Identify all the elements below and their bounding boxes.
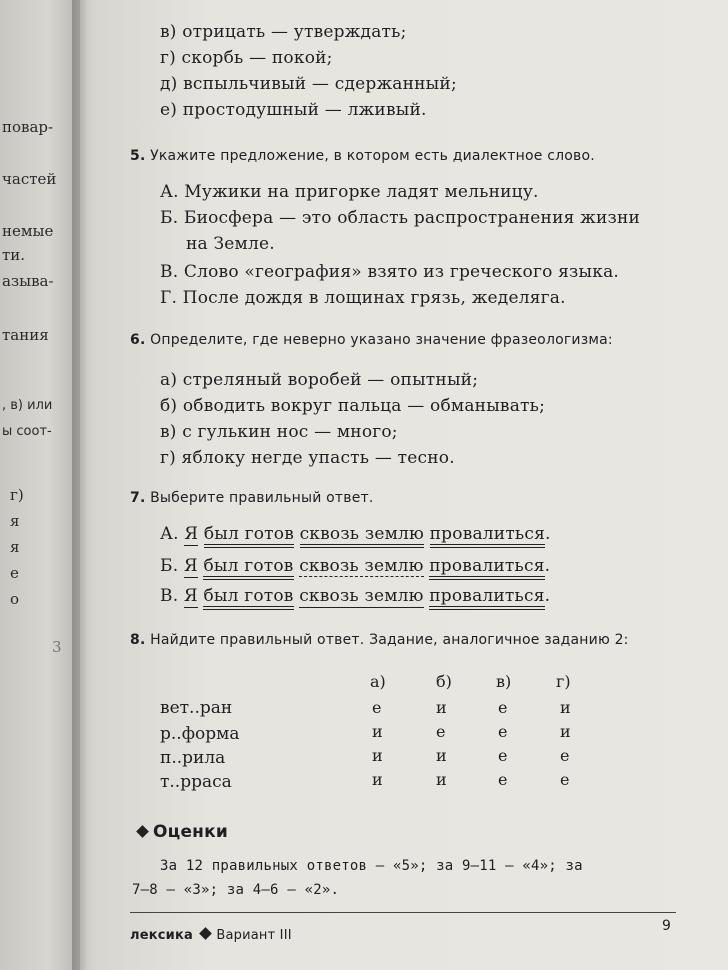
footer-section: лексика — [130, 928, 193, 943]
margin-fragment: г) — [10, 486, 24, 504]
margin-fragment: о — [10, 590, 20, 608]
page-number: 9 — [662, 918, 672, 934]
table-header: а) — [370, 672, 386, 691]
table-cell: и — [372, 722, 383, 741]
question-text: Укажите предложение, в котором есть диалектное слово. — [150, 148, 595, 164]
table-cell: е — [498, 746, 508, 765]
question-number: 8. — [130, 632, 146, 648]
footer-rule — [130, 912, 676, 913]
margin-fragment: повар- — [2, 118, 54, 136]
question-text: Определите, где неверно указано значение фразеологизма: — [150, 332, 613, 348]
table-cell: и — [436, 746, 447, 765]
table-cell: и — [436, 770, 447, 789]
table-cell: и — [372, 770, 383, 789]
table-row-word: вет..ран — [160, 698, 233, 718]
question-8-prompt — [130, 632, 629, 648]
q6-option: а) стреляный воробей — опытный; — [160, 370, 479, 390]
table-row-word: р..форма — [160, 724, 240, 744]
q7-option-c: В. Я был готов сквозь землю провалиться. — [160, 586, 550, 606]
question-7-prompt — [130, 490, 374, 506]
margin-fragment: азыва- — [2, 272, 54, 290]
table-header: г) — [556, 672, 571, 691]
table-cell: и — [560, 698, 571, 717]
question-text: Найдите правильный ответ. Задание, аналогичное заданию 2: — [150, 632, 629, 648]
table-row-word: п..рила — [160, 748, 226, 768]
table-cell: е — [436, 722, 446, 741]
question-number: 6. — [130, 332, 146, 348]
table-cell: и — [560, 722, 571, 741]
margin-fragment: немые — [2, 222, 54, 240]
margin-fragment: ти. — [2, 246, 26, 264]
margin-fragment: ы соот- — [2, 424, 52, 439]
table-header: б) — [436, 672, 452, 691]
table-cell: и — [436, 698, 447, 717]
question-number: 5. — [130, 148, 146, 164]
margin-fragment: 3 — [52, 638, 62, 656]
table-cell: е — [498, 722, 508, 741]
q5-option: Б. Биосфера — это область распространения жизни — [160, 208, 641, 228]
q5-option: В. Слово «география» взято из греческого языка. — [160, 262, 620, 282]
question-text: Выберите правильный ответ. — [150, 490, 374, 506]
margin-fragment: е — [10, 564, 19, 582]
diamond-icon — [199, 927, 212, 940]
q7-option-a: А. Я был готов сквозь землю провалиться. — [160, 524, 551, 544]
page-gutter-shadow — [72, 0, 94, 970]
margin-fragment: частей — [2, 170, 57, 188]
table-row-word: т..рраса — [160, 772, 232, 792]
margin-fragment: , в) или — [2, 398, 53, 413]
q4-item: е) простодушный — лживый. — [160, 100, 427, 120]
table-cell: и — [372, 746, 383, 765]
q6-option: г) яблоку негде упасть — тесно. — [160, 448, 455, 468]
grades-line: 7—8 — «3»; за 4—6 — «2». — [132, 882, 340, 898]
q5-option: А. Мужики на пригорке ладят мельницу. — [160, 182, 539, 202]
footer-variant: Вариант III — [216, 928, 292, 943]
grades-line: За 12 правильных ответов — «5»; за 9—11 — «4»; за — [160, 858, 583, 874]
table-cell: е — [498, 698, 508, 717]
margin-fragment: я — [10, 512, 20, 530]
q4-item: в) отрицать — утверждать; — [160, 22, 407, 42]
table-cell: е — [560, 746, 570, 765]
left-page — [0, 0, 80, 970]
table-cell: е — [372, 698, 382, 717]
margin-fragment: тания — [2, 326, 49, 344]
table-cell: е — [498, 770, 508, 789]
q7-option-b: Б. Я был готов сквозь землю провалиться. — [160, 556, 550, 576]
q4-item: г) скорбь — покой; — [160, 48, 333, 68]
q4-item: д) вспыльчивый — сдержанный; — [160, 74, 457, 94]
diamond-icon — [136, 825, 149, 838]
grades-heading: Оценки — [138, 822, 228, 842]
q6-option: б) обводить вокруг пальца — обманывать; — [160, 396, 546, 416]
question-5-prompt — [130, 148, 595, 164]
table-header: в) — [496, 672, 512, 691]
running-footer — [130, 928, 292, 943]
q5-option-cont: на Земле. — [186, 234, 275, 254]
question-number: 7. — [130, 490, 146, 506]
q5-option: Г. После дождя в лощинах грязь, жеделяга. — [160, 288, 566, 308]
margin-fragment: я — [10, 538, 20, 556]
q6-option: в) с гулькин нос — много; — [160, 422, 398, 442]
table-cell: е — [560, 770, 570, 789]
question-6-prompt — [130, 332, 613, 348]
